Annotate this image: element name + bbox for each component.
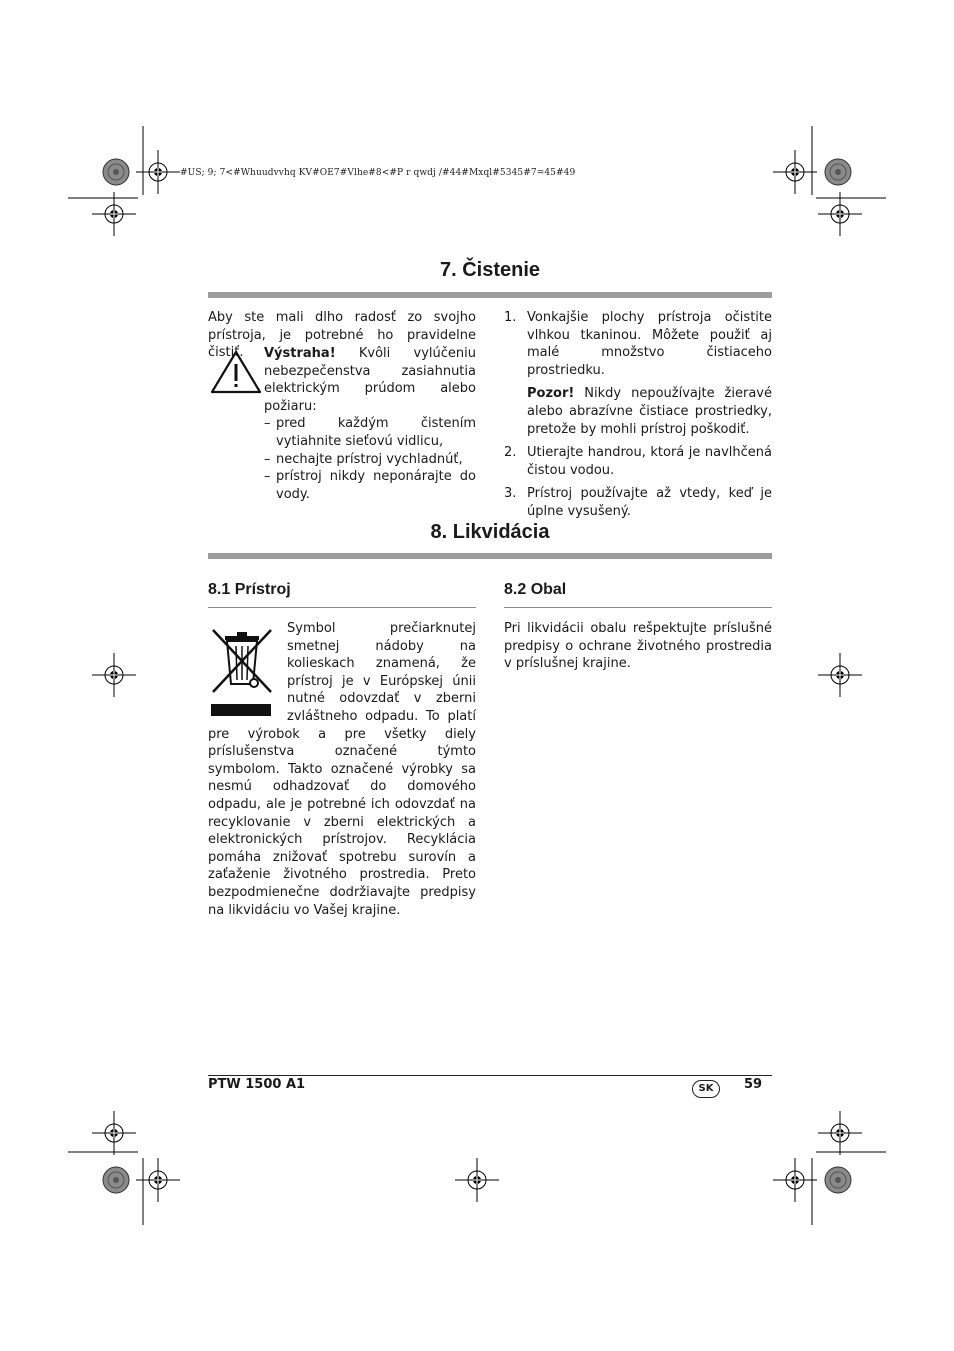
icon-spacer xyxy=(208,620,287,718)
caution-paragraph xyxy=(504,385,772,438)
warning-triangle-icon xyxy=(210,349,262,395)
section-8-title: 8. Likvidácia xyxy=(430,521,550,543)
step-item: 2. Utierajte handrou, ktorá je navlhčená čistou vodou. xyxy=(504,445,772,478)
warning-block xyxy=(264,345,476,503)
cleaning-steps xyxy=(504,309,772,521)
subsection-8-1-text: Symbol prečiarknutej smetnej nádoby na kolieskach znamená, že prístroj je v Európskej únii nutné odovzdať v zberni zvláštneho odpadu. To platí pre výrobok a pre všetky diely príslušenstva označené týmto symbolom. Takto označené výrobky sa nesmú odhadzovať do domového odpadu, ale je potrebné ich odovzdať na recyklovanie v zberni elektrických a elektronických prístrojov. Recyklácia pomáha znižovať spotrebu surovín a zaťaženie životného prostredia. Preto bezpodmienečne dodržiavajte predpisy na likvidáciu vo Vašej krajine. xyxy=(208,621,476,918)
warning-label: Výstraha! xyxy=(264,346,336,361)
warning-bullet: – prístroj nikdy neponárajte do vody. xyxy=(264,469,476,502)
step-item: 1. Vonkajšie plochy prístroja očistite vlhkou tkaninou. Môžete použiť aj malé množstvo čistiaceho prostriedku. xyxy=(504,310,772,378)
subsection-8-1-rule xyxy=(208,607,476,608)
footer-model: PTW 1500 A1 xyxy=(208,1077,306,1092)
warning-bullet: – nechajte prístroj vychladnúť, xyxy=(264,451,463,467)
section-7-title: 7. Čistenie xyxy=(439,259,541,281)
step-item: 3. Prístroj používajte až vtedy, keď je úplne vysušený. xyxy=(504,486,772,519)
warning-bullet: – pred každým čistením vytiahnite sieťovú vidlicu, xyxy=(264,416,476,449)
page-number: 59 xyxy=(744,1077,763,1092)
subsection-8-2-rule xyxy=(504,607,772,608)
section-8-rule xyxy=(208,553,772,559)
footer-rule xyxy=(208,1075,772,1076)
print-slug-line: #US; 9; 7<#Whuudvvhq KV#OE7#Vlhe#8<#P r qwdj /#44#Mxql#5345#7=45#49 xyxy=(180,168,576,178)
subsection-8-1-title: 8.1 Prístroj xyxy=(208,581,291,598)
caution-text: Nikdy nepoužívajte žieravé alebo abrazívne čistiace prostriedky, pretože by mohli prístroj poškodiť. xyxy=(527,386,772,437)
warning-paragraph xyxy=(264,345,476,415)
section-7-rule xyxy=(208,292,772,298)
subsection-8-2-text: Pri likvidácii obalu rešpektujte príslušné predpisy o ochrane životného prostredia v príslušnej krajine. xyxy=(504,621,772,672)
caution-label: Pozor! xyxy=(527,386,575,402)
subsection-8-2-title: 8.2 Obal xyxy=(504,581,567,598)
warning-text: Kvôli vylúčeniu nebezpečenstva zasiahnutia elektrickým prúdom alebo požiaru: xyxy=(264,346,476,414)
language-badge: SK xyxy=(692,1080,720,1098)
section-7-intro: Aby ste mali dlho radosť zo svojho prístroja, je potrebné ho pravidelne čistiť. xyxy=(208,310,476,361)
